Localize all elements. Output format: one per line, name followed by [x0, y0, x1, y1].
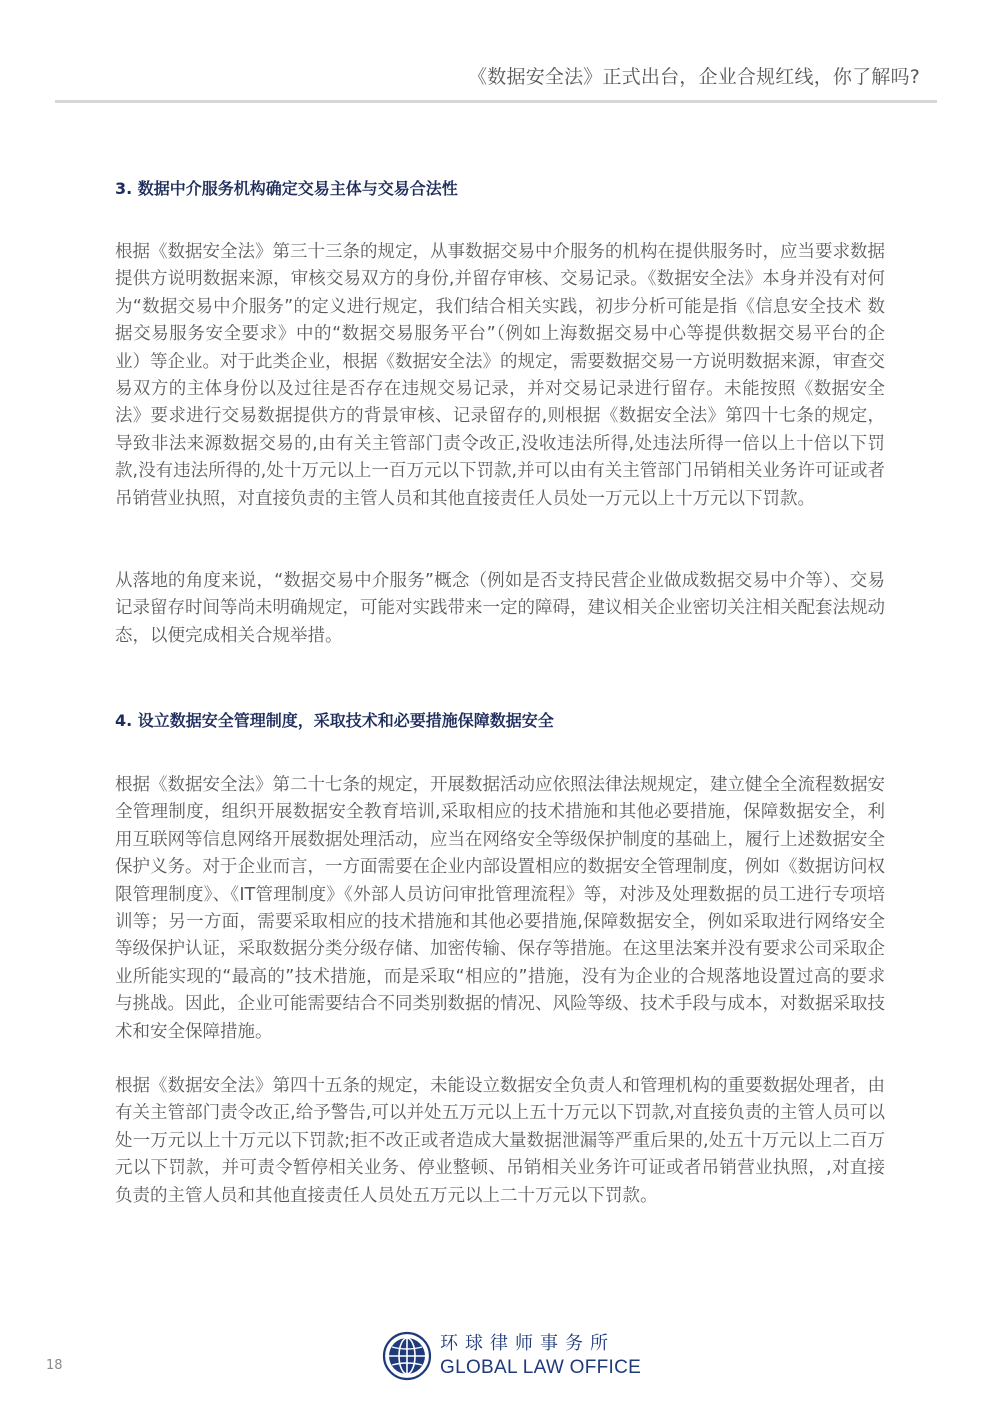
paragraph-3-2: 从落地的角度来说，“数据交易中介服务”概念（例如是否支持民营企业做成数据交易中介等）、交易记录留存时间等尚未明确规定，可能对实践带来一定的障碍，建议相关企业密切关注相关配套法规动态，以便完成相关合规举措。	[115, 571, 885, 646]
paragraph-3-1: 根据《数据安全法》第三十三条的规定，从事数据交易中介服务的机构在提供服务时，应当要求数据提供方说明数据来源，审核交易双方的身份,并留存审核、交易记录。《数据安全法》本身并没有对何为“数据交易中介服务”的定义进行规定，我们结合相关实践，初步分析可能是指《信息安全技术 数据交易服务安全要求》中的“数据交易服务平台”（例如上海数据交易中心等提供数据交易平台的企业）等企业。对于此类企业，根据《数据安全法》的规定，需要数据交易一方说明数据来源，审查交易双方的主体身份以及过往是否存在违规交易记录，并对交易记录进行留存。未能按照《数据安全法》要求进行交易数据提供方的背景审核、记录留存的,则根据《数据安全法》第四十七条的规定，导致非法来源数据交易的,由有关主管部门责令改正,没收违法所得,处违法所得一倍以上十倍以下罚款,没有违法所得的,处十万元以上一百万元以下罚款,并可以由有关主管部门吊销相关业务许可证或者吊销营业执照，对直接负责的主管人员和其他直接责任人员处一万元以上十万元以下罚款。	[115, 242, 885, 509]
paragraph-4-2: 根据《数据安全法》第四十五条的规定，未能设立数据安全负责人和管理机构的重要数据处理者，由有关主管部门责令改正,给予警告,可以并处五万元以上五十万元以下罚款,对直接负责的主管人员可以处一万元以上十万元以下罚款;拒不改正或者造成大量数据泄漏等严重后果的,处五十万元以上二百万元以下罚款，并可责令暂停相关业务、停业整顿、吊销相关业务许可证或者吊销营业执照，,对直接负责的主管人员和其他直接责任人员处五万元以上二十万元以下罚款。	[115, 1076, 885, 1206]
logo-chinese-name: 环球律师事务所	[440, 1333, 615, 1354]
page-number: 18	[46, 1358, 63, 1373]
section-heading-3: 3. 数据中介服务机构确定交易主体与交易合法性	[115, 179, 458, 198]
paragraph-4-1: 根据《数据安全法》第二十七条的规定，开展数据活动应依照法律法规规定，建立健全全流程数据安全管理制度，组织开展数据安全教育培训,采取相应的技术措施和其他必要措施，保障数据安全，利用互联网等信息网络开展数据处理活动，应当在网络安全等级保护制度的基础上，履行上述数据安全保护义务。对于企业而言，一方面需要在企业内部设置相应的数据安全管理制度，例如《数据访问权限管理制度》、《IT管理制度》《外部人员访问审批管理流程》等，对涉及处理数据的员工进行专项培训等；另一方面，需要采取相应的技术措施和其他必要措施,保障数据安全，例如采取进行网络安全等级保护认证，采取数据分类分级存储、加密传输、保存等措施。在这里法案并没有要求公司采取企业所能实现的“最高的”技术措施，而是采取“相应的”措施，没有为企业的合规落地设置过高的要求与挑战。因此，企业可能需要结合不同类别数据的情况、风险等级、技术手段与成本，对数据采取技术和安全保障措施。	[115, 775, 885, 1042]
logo-english-name: GLOBAL LAW OFFICE	[440, 1357, 642, 1378]
header-title: 《数据安全法》正式出台，企业合规红线，你了解吗?	[468, 66, 920, 88]
section-heading-4: 4. 设立数据安全管理制度，采取技术和必要措施保障数据安全	[115, 711, 554, 730]
footer-logo	[382, 1330, 641, 1382]
globe-icon	[382, 1331, 432, 1381]
header-divider	[55, 100, 937, 103]
